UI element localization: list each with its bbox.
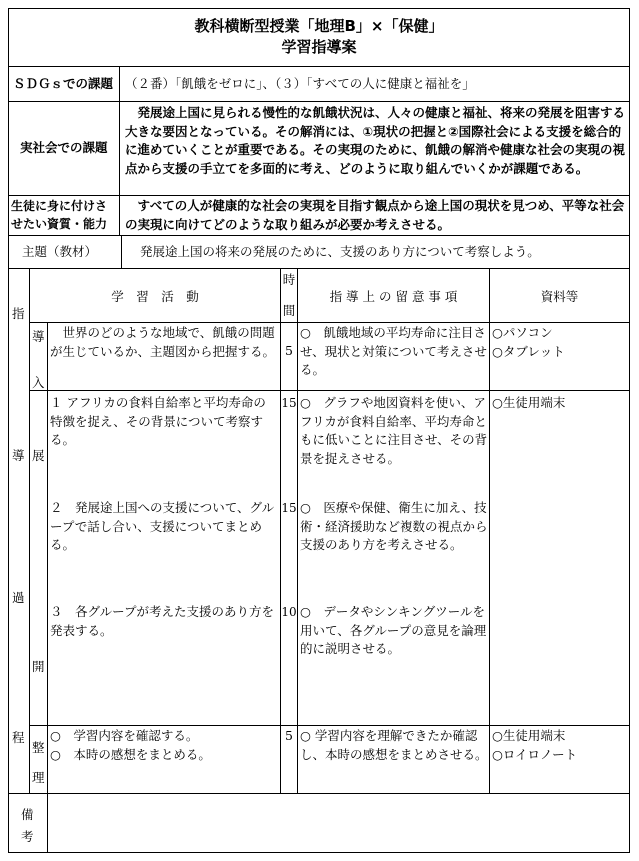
theme-value: 発展途上国の将来の発展のために、支援のあり方について考察しよう。 [140,244,540,259]
col-divider [47,794,48,853]
note-cell: ○ 医療や保健、衛生に加え、技術・経済援助など複数の視点から支援のあり方を考えさせる。 [300,500,488,552]
sdgs-value: （２番）「飢餓をゼロに」、（３）「すべての人に健康と福祉を」 [125,76,475,91]
col-divider [119,66,120,236]
row-divider [8,101,630,102]
time-cell: 15 [281,396,297,410]
skills-value: すべての人が健康的な社会の実現を目指す観点から途上国の現状を見つめ、平等な社会の実現に向けてどのような取り組みが必要か考えさせる。 [125,198,625,232]
time-cell: 5 [285,343,293,358]
material-cell: ○パソコン ○タブレット [492,325,565,359]
activities-header: 学 習 活 動 [111,289,199,304]
outer-border-left [8,8,9,853]
process-char-2: 導 [12,448,25,463]
row-divider [29,322,630,323]
outer-border-top [8,8,630,9]
stage-summary-char-1: 整 [32,740,45,755]
note-cell: ○ 学習内容を理解できたか確認し、本時の感想をまとめさせる。 [300,728,488,762]
notes-header: 指 導 上 の 留 意 事 項 [329,289,458,304]
row-divider [8,66,630,67]
remarks-label-char-2: 考 [21,829,34,844]
document-subtitle: 学習指導案 [281,38,357,56]
note-cell: ○ グラフや地図資料を使い、アフリカが食料自給率、平均寿命ともに低いことに注目させ、その背景を捉えさせる。 [300,395,488,466]
material-cell: ○生徒用端末 ○ロイロノート [492,728,578,762]
document-title: 教科横断型授業「地理B」×「保健」 [194,17,444,35]
remarks-label-char-1: 備 [21,807,34,822]
row-divider [8,793,630,794]
real-world-label: 実社会での課題 [20,140,108,155]
stage-intro-char-2: 入 [32,375,45,390]
note-cell: ○ データやシンキングツールを用いて、各グループの意見を論理的に説明させる。 [300,604,487,656]
time-cell: 5 [285,728,293,743]
row-divider [29,725,630,726]
stage-develop-char-2: 開 [32,659,45,674]
col-divider [121,235,122,269]
skills-label-line1: 生徒に身に付けさ [11,199,108,213]
col-divider [297,268,298,794]
activity-cell: １ アフリカの食料自給率と平均寿命の特徴を捉え、その背景について考察する。 [50,395,266,447]
material-cell: ○生徒用端末 [492,395,566,410]
row-divider [8,268,630,269]
process-char-4: 程 [12,730,25,745]
stage-intro-char-1: 導 [32,329,45,344]
time-header-line1: 時 [282,272,296,287]
outer-border-bottom [8,852,630,853]
col-divider [47,322,48,794]
skills-label-line2: せたい資質・能力 [11,217,108,231]
row-divider [8,195,630,196]
real-world-value: 発展途上国に見られる慢性的な飢餓状況は、人々の健康と福祉、将来の発展を阻害する大きな要因となっている。その解消には、①現状の把握と②国際社会による支援を総合的に進めていくことが重要である。その実現のために、飢餓の解消や健康な社会の実現の視点から支援の手立てを多面的に考え、どのように取り組んでいくかが課題である。 [125,105,626,176]
row-divider [8,235,630,236]
activity-cell: ○ 学習内容を確認する。 ○ 本時の感想をまとめる。 [50,728,211,762]
row-divider [29,390,630,391]
time-cell: 15 [281,501,297,515]
materials-header: 資料等 [540,289,579,304]
activity-cell: ２ 発展途上国への支援について、グループで話し合い、支援についてまとめる。 [50,500,275,552]
sdgs-label: ＳＤＧｓでの課題 [13,76,114,91]
activity-cell: ３ 各グループが考えた支援のあり方を発表する。 [50,604,275,638]
activity-cell: 世界のどのような地域で、飢餓の問題が生じているか、主題図から把握する。 [50,325,276,359]
stage-summary-char-2: 理 [32,770,45,785]
note-cell: ○ 飢餓地域の平均寿命に注目させ、現状と対策について考えさせる。 [300,325,487,377]
process-char-1: 指 [12,306,25,321]
theme-label: 主題（教材） [22,244,98,259]
col-divider [489,268,490,794]
col-divider [29,268,30,794]
time-cell: 10 [281,605,297,619]
process-char-3: 過 [12,590,25,605]
outer-border-right [629,8,630,853]
time-header-line2: 間 [282,303,296,318]
stage-develop-char-1: 展 [32,448,45,463]
